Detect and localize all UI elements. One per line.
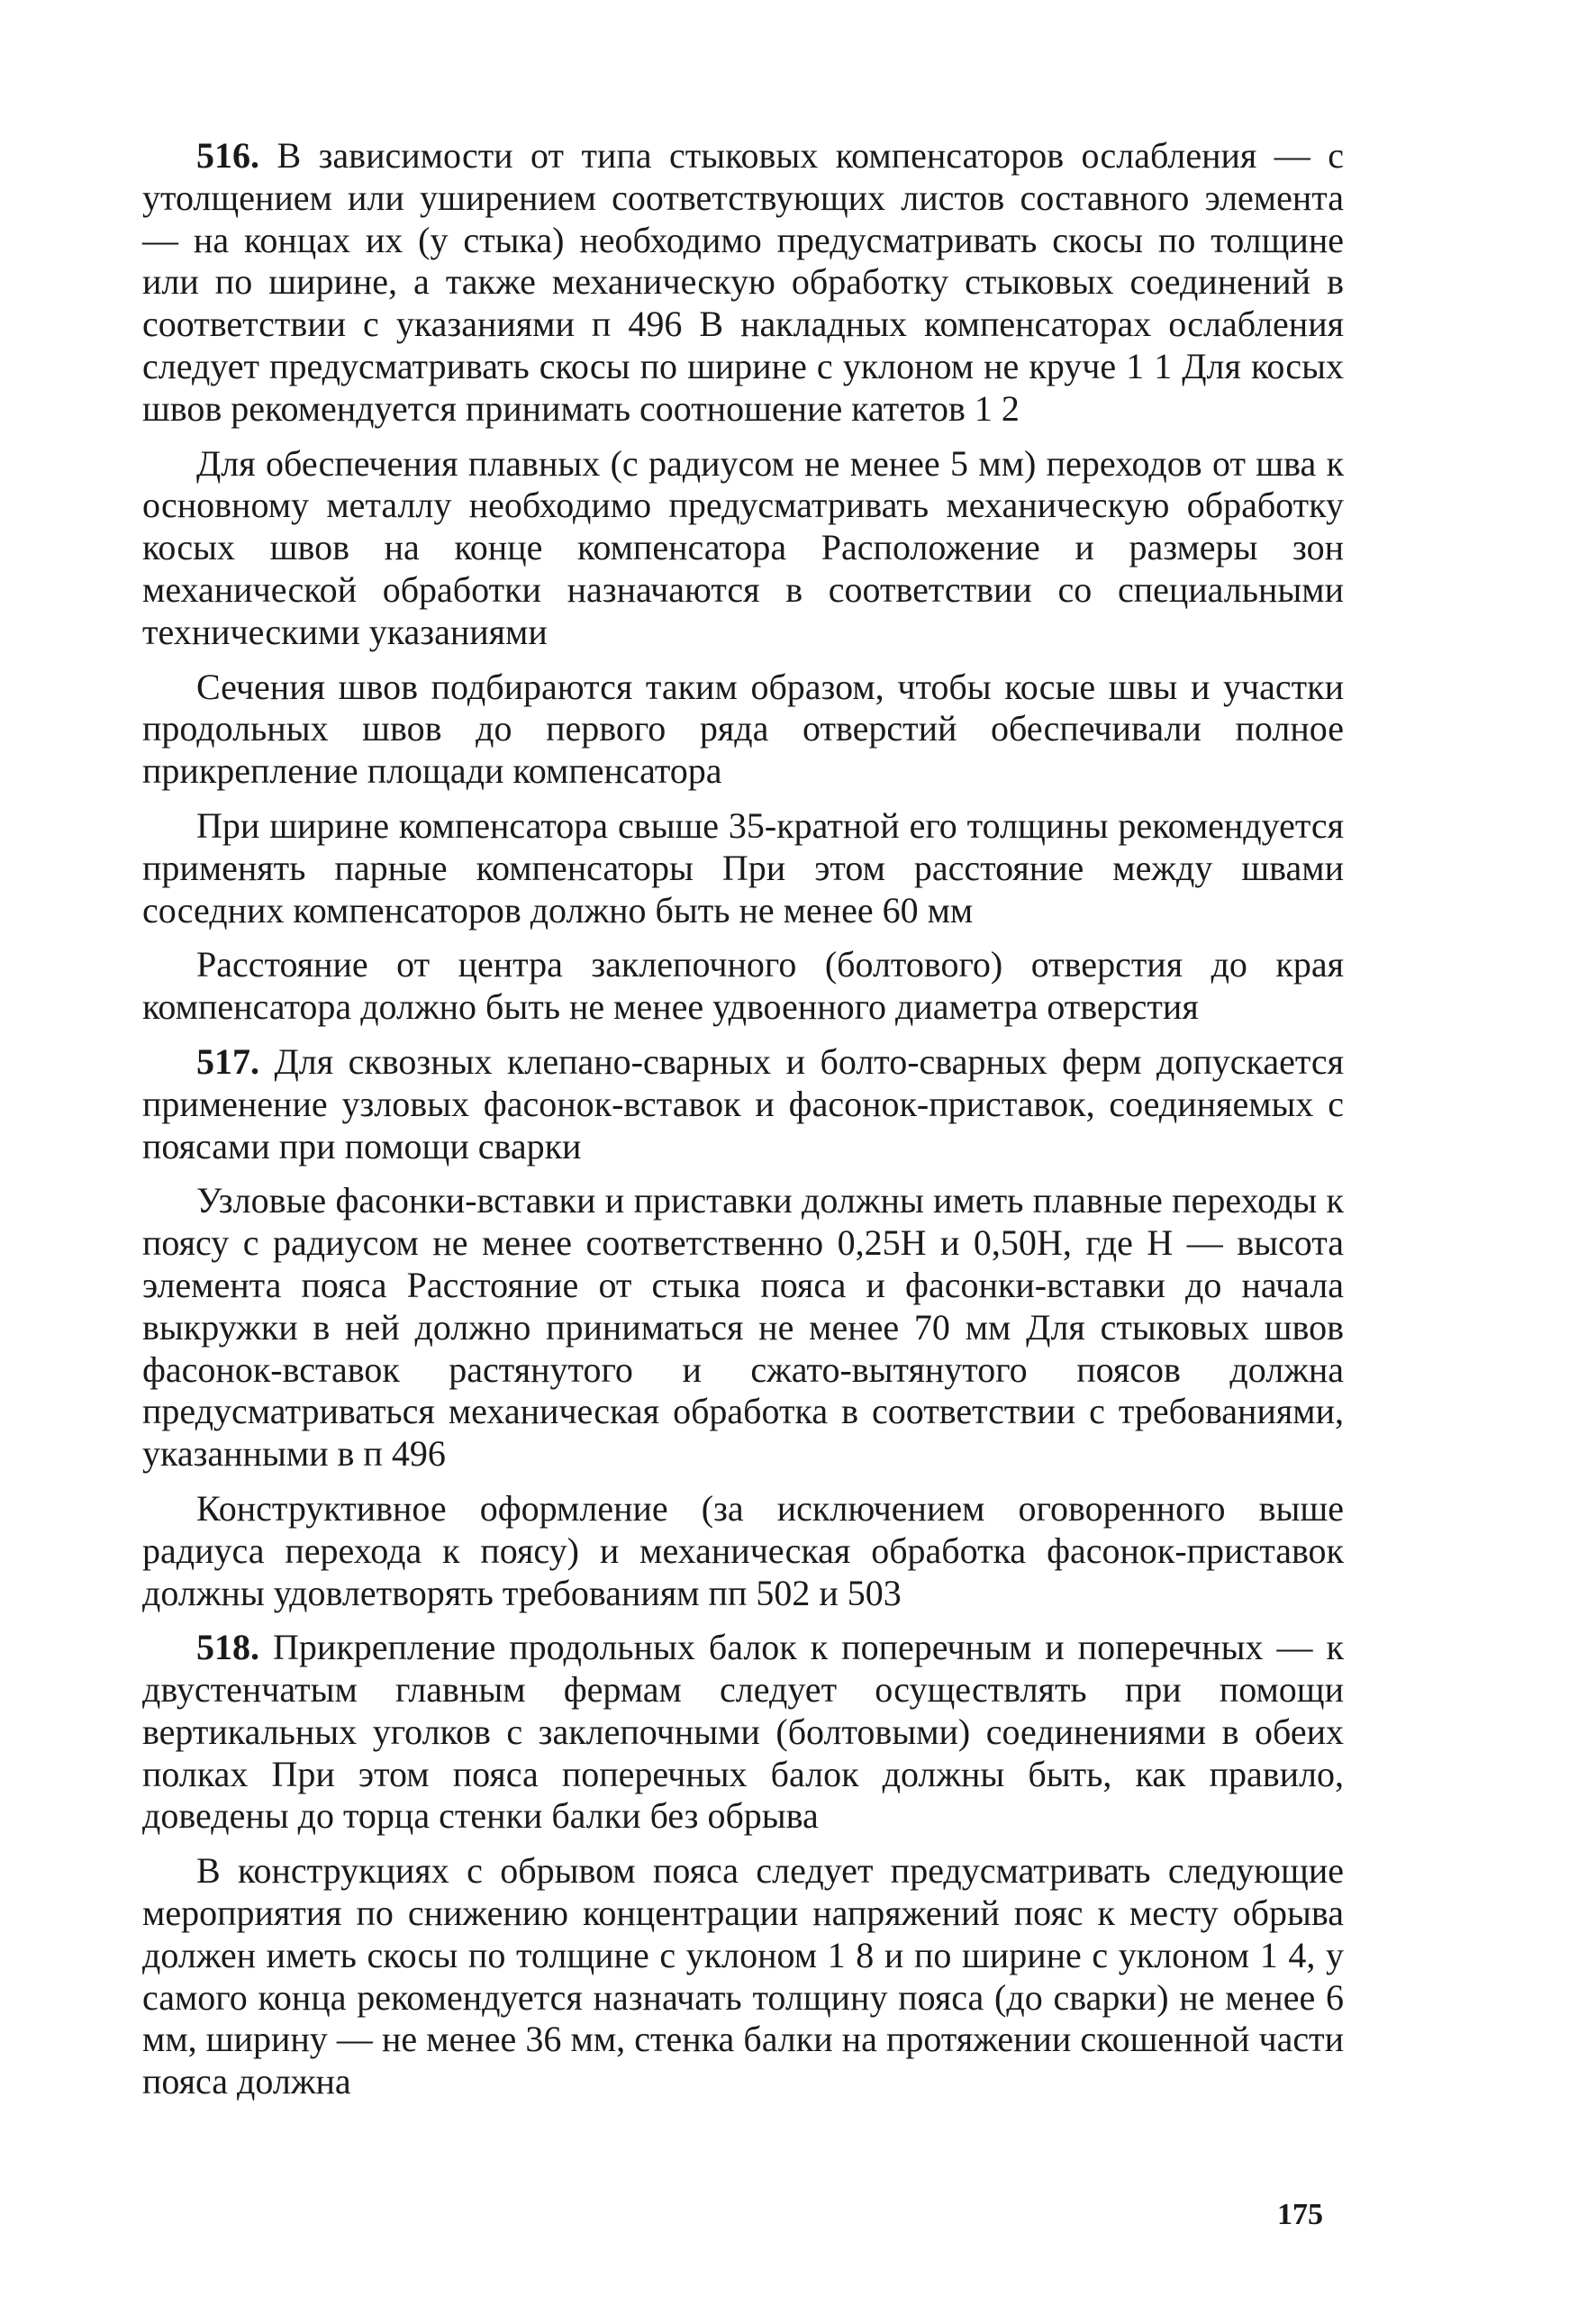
page-number: 175 [1277, 2198, 1323, 2231]
paragraph-516 [142, 135, 1344, 431]
paragraph-text: В конструкциях с обрывом пояса следует предусматривать следующие мероприятия по снижению концентрации напряжений пояс к месту обрыва должен иметь скосы по толщине с уклоном 1 8 и по ширине с уклоном 1 4, у самого конца рекомендуется назначать толщину пояса (до сварки) не менее 6 мм, ширину — не менее 36 мм, стенка балки на протяжении скошенной части пояса должна [142, 1850, 1344, 2102]
paragraph-518 [142, 1627, 1344, 1838]
paragraph-weld-sections [142, 667, 1344, 793]
paragraph-text: Конструктивное оформление (за исключением оговоренного выше радиуса перехода к поясу) и механическая обработка фасонок-приставок должны удовлетворять требованиям пп 502 и 503 [142, 1487, 1344, 1613]
paragraph-text: Для сквозных клепано-сварных и болто-сварных ферм допускается применение узловых фасонок-вставок и фасонок-приставок, соединяемых с поясами при помощи сварки [142, 1040, 1344, 1167]
paragraph-517 [142, 1041, 1344, 1167]
clause-number-516: 516. [196, 135, 259, 176]
paragraph-design [142, 1488, 1344, 1614]
paragraph-text: Для обеспечения плавных (с радиусом не менее 5 мм) переходов от шва к основному металлу необходимо предусматривать механическую обработку косых швов на конце компенсатора Расположение и размеры зон механической обработки назначаются в соответствии со специальными техническими указаниями [142, 442, 1344, 652]
paragraph-text: Прикрепление продольных балок к поперечным и поперечных — к двустенчатым главным фермам следует осуществлять при помощи вертикальных уголков с заклепочными (болтовыми) соединениями в обеих полках При этом пояса поперечных балок должны быть, как правило, доведены до торца стенки балки без обрыва [142, 1627, 1344, 1837]
paragraph-hole-distance [142, 944, 1344, 1029]
paragraph-text: Узловые фасонки-вставки и приставки должны иметь плавные переходы к поясу с радиусом не менее соответственно 0,25Н и 0,50Н, где Н — высота элемента пояса Расстояние от стыка пояса и фасонки-вставки до начала выкружки в ней должно приниматься не менее 70 мм Для стыковых швов фасонок-вставок растянутого и сжато-вытянутого поясов должна предусматриваться механическая обработка в соответствии с требованиями, указанными в п 496 [142, 1180, 1344, 1475]
clause-number-518: 518. [196, 1627, 259, 1668]
paragraph-smooth-transitions [142, 443, 1344, 654]
paragraph-text: Расстояние от центра заклепочного (болтового) отверстия до края компенсатора должно быть не менее удвоенного диаметра отверстия [142, 944, 1344, 1028]
paragraph-gusset-inserts [142, 1180, 1344, 1475]
paragraph-flange-cutoff [142, 1850, 1344, 2103]
paragraph-text: Сечения швов подбираются таким образом, чтобы косые швы и участки продольных швов до первого ряда отверстий обеспечивали полное прикрепление площади компенсатора [142, 666, 1344, 792]
paragraph-paired-compensators [142, 805, 1344, 931]
paragraph-text: В зависимости от типа стыковых компенсаторов ослабления — с утолщением или уширением соответствующих листов составного элемента — на концах их (у стыка) необходимо предусматривать скосы по толщине или по ширине, а также механическую обработку стыковых соединений в соответствии с указаниями п 496 В накладных компенсаторах ослабления следует предусматривать скосы по ширине с уклоном не круче 1 1 Для косых швов рекомендуется принимать соотношение катетов 1 2 [142, 135, 1344, 429]
clause-number-517: 517. [196, 1040, 259, 1082]
paragraph-text: При ширине компенсатора свыше 35-кратной его толщины рекомендуется применять парные компенсаторы При этом расстояние между швами соседних компенсаторов должно быть не менее 60 мм [142, 804, 1344, 931]
page-body [142, 135, 1344, 2103]
